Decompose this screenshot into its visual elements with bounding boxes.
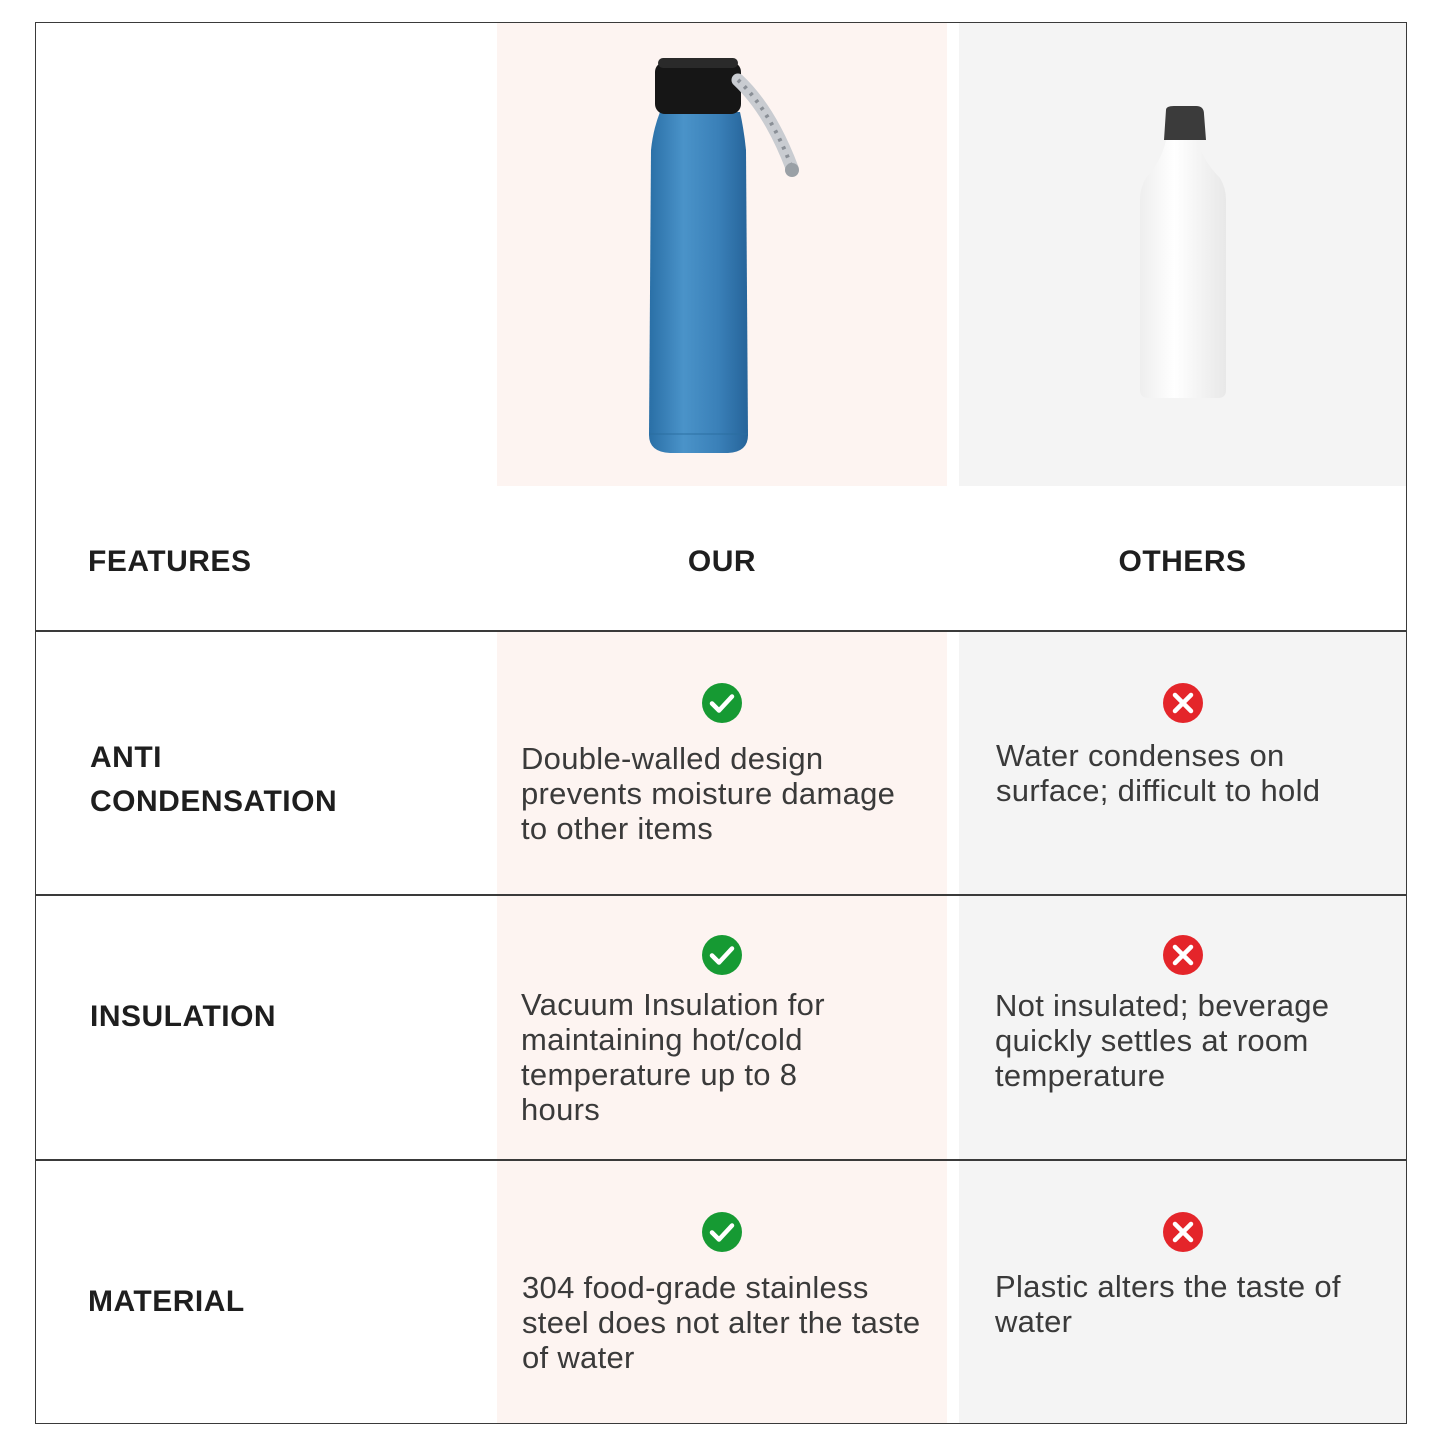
others-description: Not insulated; beverage quickly settles at room temperature: [995, 988, 1330, 1093]
feature-label-insulation: [90, 1000, 276, 1034]
row-divider: [35, 630, 1407, 632]
features-header: FEATURES: [88, 545, 252, 578]
feature-label-line: CONDENSATION: [90, 785, 338, 818]
check-circle-icon: [701, 1211, 743, 1253]
feature-label-line: MATERIAL: [88, 1285, 245, 1318]
our-description: 304 food-grade stainless steel does not alter the taste of water: [522, 1270, 921, 1375]
others-description: Water condenses on surface; difficult to hold: [996, 738, 1321, 808]
cross-circle-icon: [1162, 1211, 1204, 1253]
feature-label-material: [88, 1285, 245, 1319]
feature-label-anti-condensation: [90, 736, 337, 824]
feature-label-line: ANTI: [90, 741, 162, 774]
our-description: Vacuum Insulation for maintaining hot/cold temperature up to 8 hours: [521, 987, 825, 1127]
others-description: Plastic alters the taste of water: [995, 1269, 1341, 1339]
our-description: Double-walled design prevents moisture damage to other items: [521, 741, 896, 846]
our-header: OUR: [687, 545, 757, 578]
our-bottle-image: [620, 50, 820, 460]
check-circle-icon: [701, 934, 743, 976]
cross-circle-icon: [1162, 934, 1204, 976]
others-header: OTHERS: [1118, 545, 1247, 578]
feature-label-line: INSULATION: [90, 1000, 277, 1033]
others-bottle-image: [1130, 100, 1240, 405]
check-circle-icon: [701, 682, 743, 724]
row-divider: [35, 894, 1407, 896]
cross-circle-icon: [1162, 682, 1204, 724]
row-divider: [35, 1159, 1407, 1161]
